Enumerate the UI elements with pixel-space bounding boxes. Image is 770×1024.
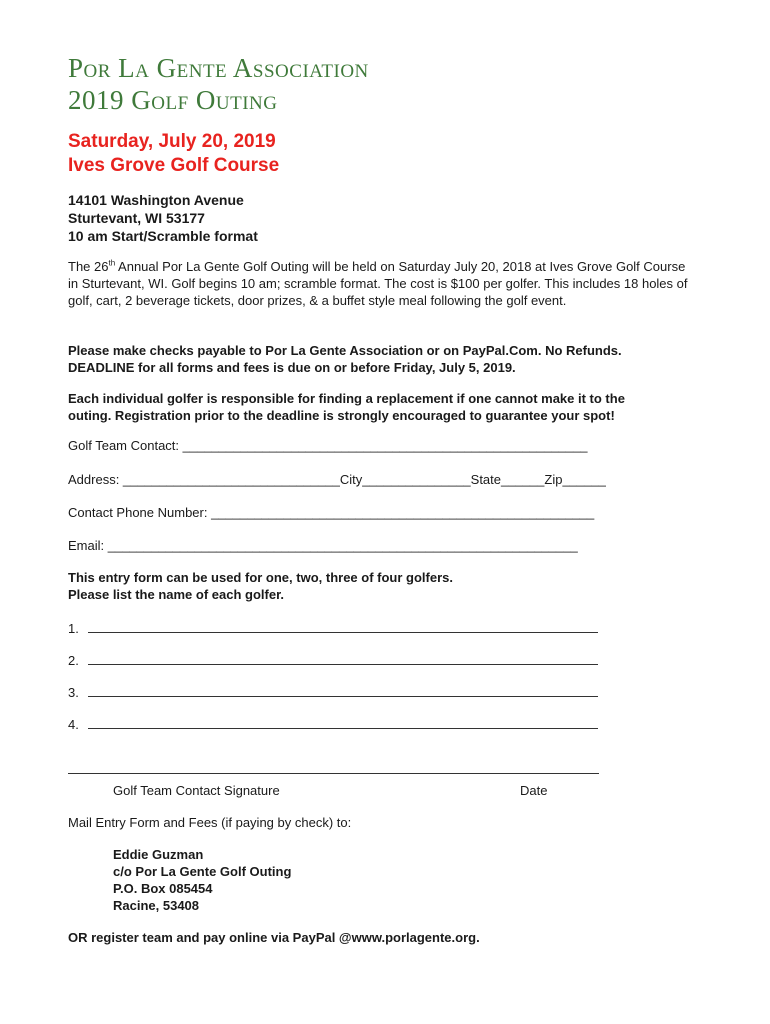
intro-paragraph	[68, 258, 698, 309]
deadline-line: DEADLINE for all forms and fees is due on or before Friday, July 5, 2019.	[68, 360, 516, 375]
mail-care-of: c/o Por La Gente Golf Outing	[113, 864, 292, 879]
street-address: 14101 Washington Avenue	[68, 192, 244, 208]
mail-city: Racine, 53408	[113, 898, 200, 913]
golfer-name-line[interactable]	[88, 728, 598, 729]
mail-po-box: P.O. Box 085454	[113, 881, 213, 896]
golfer-3-field[interactable]	[68, 684, 79, 701]
responsibility-line-1: Each individual golfer is responsible for finding a replacement if one cannot make it to the	[68, 391, 625, 406]
intro-text-rest: Annual Por La Gente Golf Outing will be held on Saturday July 20, 2018 at Ives Grove Golf Course in Sturtevant, WI. Golf begins 10 am; scramble format. The cost is $100 per golfer. This includes 18 holes of golf, cart, 2 beverage tickets, door prizes, & a buffet style meal following the golf event.	[68, 259, 688, 308]
golfer-number: 2.	[68, 653, 79, 668]
intro-text-start: The 26	[68, 259, 109, 274]
golfer-name-line[interactable]	[88, 632, 598, 633]
title-line-1: Por La Gente Association	[68, 53, 369, 83]
address-field[interactable]: Address: ______________________________City_______________State______Zip______	[68, 472, 606, 487]
golfer-2-field[interactable]	[68, 652, 79, 669]
event-date: Saturday, July 20, 2019	[68, 131, 276, 152]
venue-address	[68, 191, 258, 245]
signature-line[interactable]	[68, 773, 599, 774]
title-line-2: 2019 Golf Outing	[68, 85, 278, 115]
entry-line-2: Please list the name of each golfer.	[68, 587, 285, 602]
mail-instructions: Mail Entry Form and Fees (if paying by check) to:	[68, 815, 352, 830]
entry-line-1: This entry form can be used for one, two, three of four golfers.	[68, 570, 453, 585]
entry-instructions	[68, 569, 708, 603]
golfer-1-field[interactable]	[68, 620, 79, 637]
page-title	[68, 52, 369, 116]
city-state-zip: Sturtevant, WI 53177	[68, 210, 205, 226]
date-label: Date	[520, 783, 548, 798]
intro-ordinal-suffix: th	[108, 258, 116, 268]
golfer-4-field[interactable]	[68, 716, 79, 733]
payment-notice	[68, 342, 708, 376]
golfer-name-line[interactable]	[88, 696, 598, 697]
golfer-number: 3.	[68, 685, 79, 700]
golfer-name-line[interactable]	[88, 664, 598, 665]
responsibility-line-2: outing. Registration prior to the deadline is strongly encouraged to guarantee your spot!	[68, 408, 615, 423]
signature-label: Golf Team Contact Signature	[113, 783, 280, 798]
event-venue: Ives Grove Golf Course	[68, 155, 280, 176]
golfer-number: 4.	[68, 717, 79, 732]
event-heading	[68, 130, 279, 178]
mail-name: Eddie Guzman	[113, 847, 204, 862]
responsibility-notice	[68, 390, 708, 424]
email-field[interactable]: Email: _________________________________________________________________	[68, 538, 578, 553]
mailing-address	[113, 846, 291, 914]
payment-line-1: Please make checks payable to Por La Gente Association or on PayPal.Com. No Refunds.	[68, 343, 622, 358]
paypal-note: OR register team and pay online via PayPal @www.porlagente.org.	[68, 930, 480, 945]
golfer-number: 1.	[68, 621, 79, 636]
team-contact-field[interactable]: Golf Team Contact: ________________________________________________________	[68, 438, 588, 453]
phone-field[interactable]: Contact Phone Number: _____________________________________________________	[68, 505, 595, 520]
start-time: 10 am Start/Scramble format	[68, 228, 258, 244]
